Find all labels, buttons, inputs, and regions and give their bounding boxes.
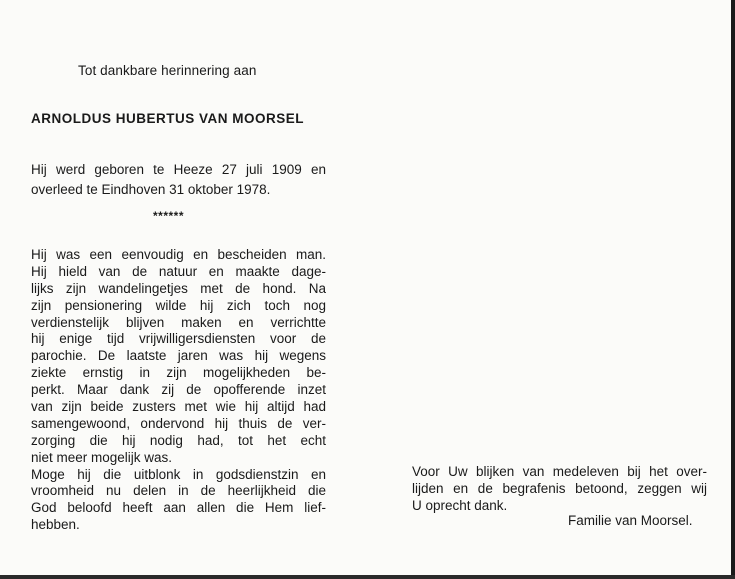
birth-death-paragraph	[31, 160, 326, 200]
bio-line: perkt. Maar dank zij de opofferende inzet	[31, 382, 326, 398]
bio-line: Hij was een eenvoudig en bescheiden man.	[31, 247, 326, 262]
card-edge-bottom	[0, 575, 735, 579]
bio-line: hebben.	[31, 517, 80, 533]
bio-line: hij enige tijd vrijwilligersdiensten voor de	[31, 331, 326, 347]
bio-line: lijks zijn wandelingetjes met de hond. Na	[31, 280, 326, 296]
bio-line: Hij hield van de natuur en maakte dage-	[31, 263, 326, 279]
thanks-paragraph	[412, 463, 707, 514]
bio-line: niet meer mogelijk was.	[31, 449, 173, 465]
bio-line: zorging die hij nodig had, tot het echt	[31, 432, 326, 448]
deceased-name: ARNOLDUS HUBERTUS VAN MOORSEL	[31, 111, 305, 126]
bio-line: zijn pensionering wilde hij zich toch nog	[31, 297, 326, 313]
family-signature: Familie van Moorsel.	[568, 513, 693, 528]
bio-line: God beloofd heeft aan allen die Hem lief-	[31, 500, 326, 516]
thanks-line: Voor Uw blijken van medeleven bij het over-	[412, 464, 707, 479]
separator-stars: ******	[153, 209, 185, 223]
biography-paragraph	[31, 247, 326, 534]
thanks-line: U oprecht dank.	[412, 498, 508, 513]
card-edge-right	[731, 0, 735, 579]
bio-line: samengewoond, ondervond hij thuis de ver-	[31, 415, 326, 431]
death-line: overleed te Eindhoven 31 oktober 1978.	[31, 182, 271, 197]
bio-line: Moge hij die uitblonk in godsdienstzin en	[31, 466, 326, 482]
bio-line: ziekte ernstig in zijn mogelijkheden be-	[31, 365, 326, 381]
bio-line: vroomheid nu delen in de heerlijkheid die	[31, 483, 326, 499]
bio-line: van zijn beide zusters met wie hij altijd had	[31, 399, 326, 415]
birth-line: Hij werd geboren te Heeze 27 juli 1909 en	[31, 162, 326, 177]
bio-line: verdienstelijk blijven maken en verrichtte	[31, 314, 326, 330]
bio-line: parochie. De laatste jaren was hij wegens	[31, 348, 326, 364]
intro-line: Tot dankbare herinnering aan	[78, 63, 257, 78]
thanks-line: lijden en de begrafenis betoond, zeggen wij	[412, 481, 707, 496]
